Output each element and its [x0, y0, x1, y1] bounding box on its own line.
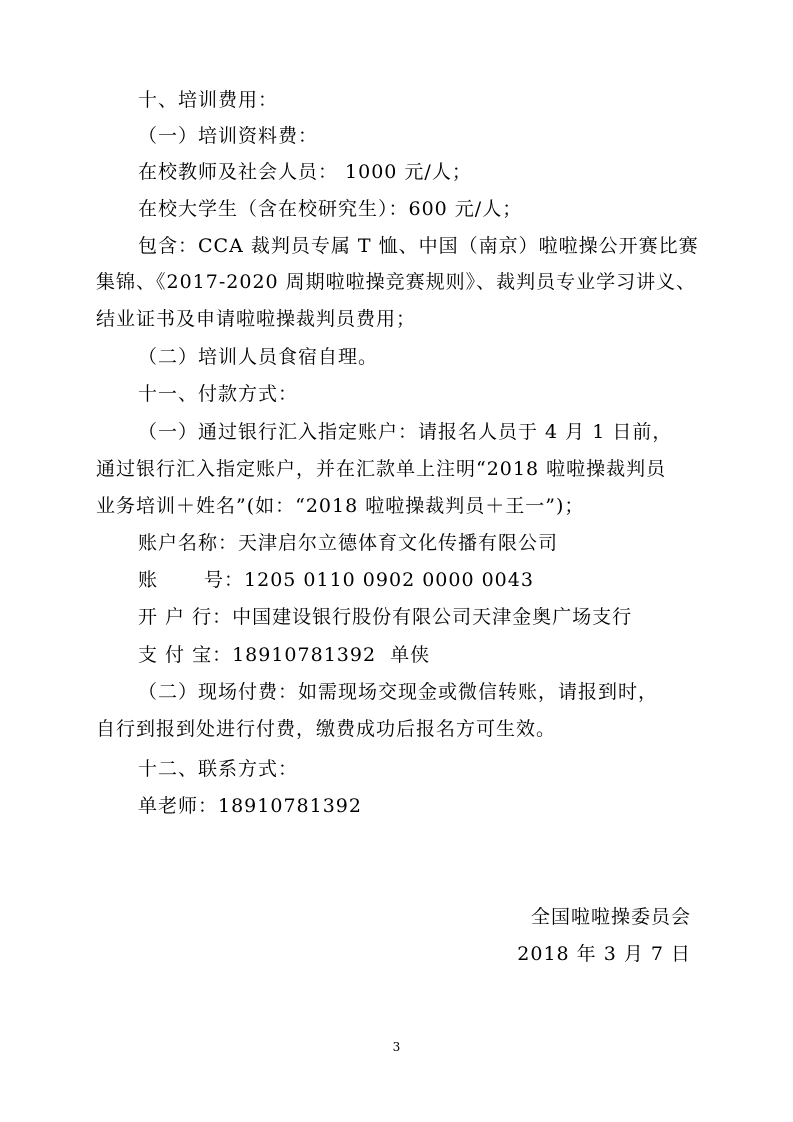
signature-org: 全国啦啦操委员会: [530, 906, 691, 928]
section-11-heading: 十一、付款方式：: [138, 383, 299, 405]
section-10-sub1: （一）培训资料费：: [138, 125, 319, 147]
section-11-sub1-line-2: 通过银行汇入指定账户，并在汇款单上注明“2018 啦啦操裁判员: [96, 458, 667, 480]
teacher-fee: 在校教师及社会人员： 1000 元/人；: [138, 161, 472, 183]
contact: 单老师：18910781392: [138, 795, 362, 817]
account-number: [138, 568, 534, 592]
account-number-value: 号：1205 0110 0902 0000 0043: [204, 569, 534, 591]
section-11-sub1-line-3: 业务培训＋姓名”(如：“2018 啦啦操裁判员＋王一”)；: [96, 495, 585, 517]
bank-name: 开 户 行：中国建设银行股份有限公司天津金奥广场支行: [138, 606, 633, 628]
section-10-heading: 十、培训费用：: [138, 89, 279, 111]
section-10-sub2: （二）培训人员食宿自理。: [138, 346, 379, 368]
account-label-a: 账: [138, 569, 159, 591]
page-number: 3: [392, 1040, 401, 1054]
section-11-sub1-line-1: （一）通过银行汇入指定账户：请报名人员于 4 月 1 日前，: [138, 421, 673, 443]
includes-line-2: 集锦、《2017-2020 周期啦啦操竞赛规则》、裁判员专业学习讲义、: [96, 271, 697, 293]
alipay-name: 单侠: [390, 644, 431, 666]
student-fee: 在校大学生（含在校研究生）：600 元/人；: [138, 198, 523, 220]
section-12-heading: 十二、联系方式：: [138, 758, 299, 780]
section-11-sub2-line-1: （二）现场付费：如需现场交现金或微信转账，请报到时，: [138, 681, 659, 703]
section-11-sub2-line-2: 自行到报到处进行付费，缴费成功后报名方可生效。: [96, 718, 557, 740]
includes-line-1: 包含：CCA 裁判员专属 T 恤、中国（南京）啦啦操公开赛比赛: [138, 235, 699, 257]
alipay-account: 支 付 宝：18910781392: [138, 644, 377, 666]
signature-date: 2018 年 3 月 7 日: [517, 943, 691, 965]
includes-line-3: 结业证书及申请啦啦操裁判员费用；: [96, 308, 417, 330]
alipay: [138, 643, 430, 667]
account-name: 账户名称：天津启尔立德体育文化传播有限公司: [138, 532, 559, 554]
